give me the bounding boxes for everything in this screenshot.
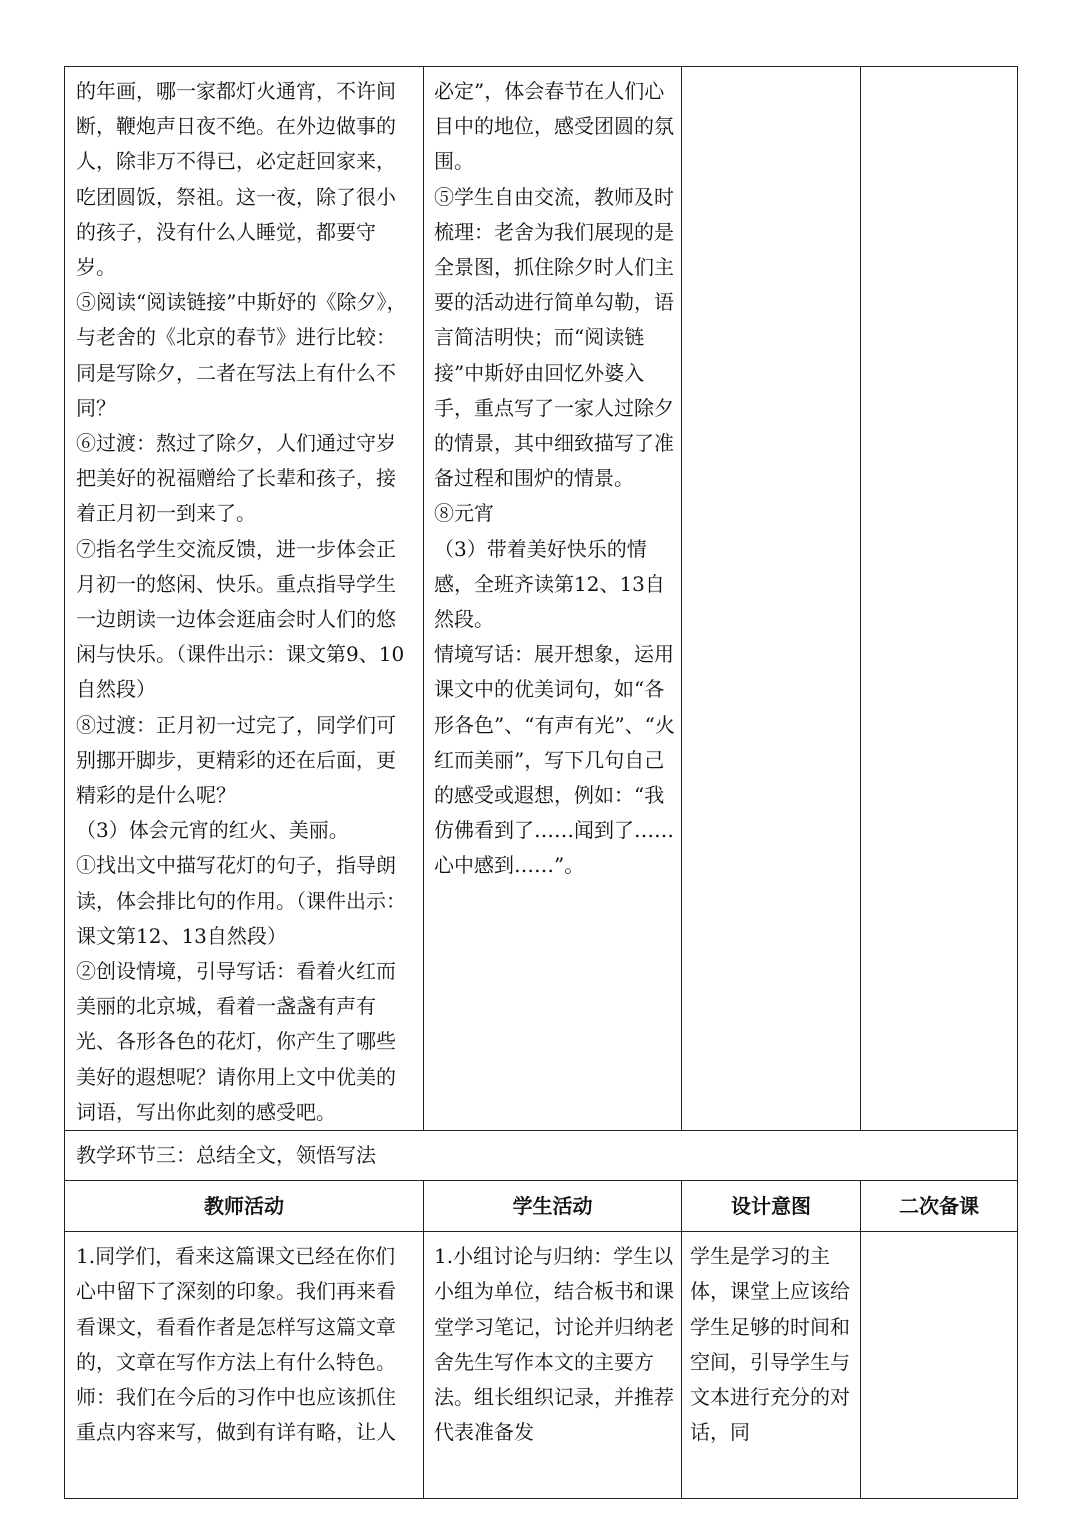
lesson-plan-table bbox=[64, 66, 1018, 1499]
activity-row bbox=[65, 1232, 1018, 1499]
student-activity-cell bbox=[424, 67, 682, 1131]
second-prep-text bbox=[861, 1232, 1017, 1498]
header-second: 二次备课 bbox=[899, 1194, 979, 1219]
header-intent: 设计意图 bbox=[731, 1194, 811, 1219]
header-teacher-cell bbox=[65, 1181, 424, 1232]
student-activity-text: 1.小组讨论与归纳：学生以小组为单位，结合板书和课堂学习笔记，讨论并归纳老舍先生写作本文的主要方法。组长组织记录，并推荐代表准备发 bbox=[434, 1244, 674, 1445]
teacher-activity-cell bbox=[65, 1232, 424, 1499]
second-prep-text bbox=[861, 67, 1017, 74]
section-title-cell bbox=[65, 1131, 1018, 1181]
header-second-cell bbox=[861, 1181, 1018, 1232]
section-row bbox=[65, 1131, 1018, 1181]
header-student-cell bbox=[424, 1181, 682, 1232]
header-student: 学生活动 bbox=[512, 1194, 593, 1219]
teacher-activity-text: 1.同学们，看来这篇课文已经在你们心中留下了深刻的印象。我们再来看看课文，看看作者是怎样写这篇文章的，文章在写作方法上有什么特色。 师：我们在今后的习作中也应该抓住重点内容来写，做到有详有略，让人 bbox=[76, 1244, 396, 1445]
header-intent-cell bbox=[682, 1181, 861, 1232]
teacher-activity-cell bbox=[65, 67, 424, 1131]
design-intent-text: 学生是学习的主体，课堂上应该给学生足够的时间和空间，引导学生与文本进行充分的对话，同 bbox=[690, 1244, 850, 1445]
section-title: 教学环节三：总结全文，领悟写法 bbox=[76, 1143, 376, 1168]
header-row bbox=[65, 1181, 1018, 1232]
continued-activity-row bbox=[65, 67, 1018, 1131]
second-prep-cell bbox=[861, 1232, 1018, 1499]
header-teacher: 教师活动 bbox=[204, 1194, 284, 1219]
design-intent-text bbox=[682, 67, 860, 74]
design-intent-cell bbox=[682, 1232, 861, 1499]
student-activity-cell bbox=[424, 1232, 682, 1499]
teacher-activity-text: 的年画，哪一家都灯火通宵，不许间断，鞭炮声日夜不绝。在外边做事的人，除非万不得已，必定赶回家来，吃团圆饭，祭祖。这一夜，除了很小的孩子，没有什么人睡觉，都要守岁。 ⑤阅读“阅读链接”中斯妤的《除夕》，与老舍的《北京的春节》进行比较：同是写除夕，二者在写法上有什么不同？ ⑥过渡：熬过了除夕，人们通过守岁把美好的祝福赠给了长辈和孩子，接着正月初一到来了。 ⑦指名学生交流反馈，进一步体会正月初一的悠闲、快乐。重点指导学生一边朗读一边体会逛庙会时人们的悠闲与快乐。（课件出示：课文第9、10自然段） ⑧过渡：正月初一过完了，同学们可别挪开脚步，更精彩的还在后面，更精彩的是什么呢？ （3）体会元宵的红火、美丽。 ①找出文中描写花灯的句子，指导朗读，体会排比句的作用。（课件出示：课文第12、13自然段） ②创设情境，引导写话：看着火红而美丽的北京城，看着一盏盏有声有光、各形各色的花灯，你产生了哪些美好的遐想呢？请你用上文中优美的词语，写出你此刻的感受吧。 bbox=[76, 79, 407, 1124]
design-intent-cell bbox=[682, 67, 861, 1131]
student-activity-text: 必定”，体会春节在人们心目中的地位，感受团圆的氛围。 ⑤学生自由交流，教师及时梳理：老舍为我们展现的是全景图，抓住除夕时人们主要的活动进行简单勾勒，语言简洁明快；而“阅读链接”中斯妤由回忆外婆入手，重点写了一家人过除夕的情景，其中细致描写了准备过程和围炉的情景。 ⑧元宵 （3）带着美好快乐的情感，全班齐读第12、13自然段。 情境写话：展开想象，运用课文中的优美词句，如“各形各色”、“有声有光”、“火红而美丽”，写下几句自己的感受或遐想，例如：“我仿佛看到了……闻到了……心中感到……”。 bbox=[434, 79, 675, 878]
second-prep-cell bbox=[861, 67, 1018, 1131]
